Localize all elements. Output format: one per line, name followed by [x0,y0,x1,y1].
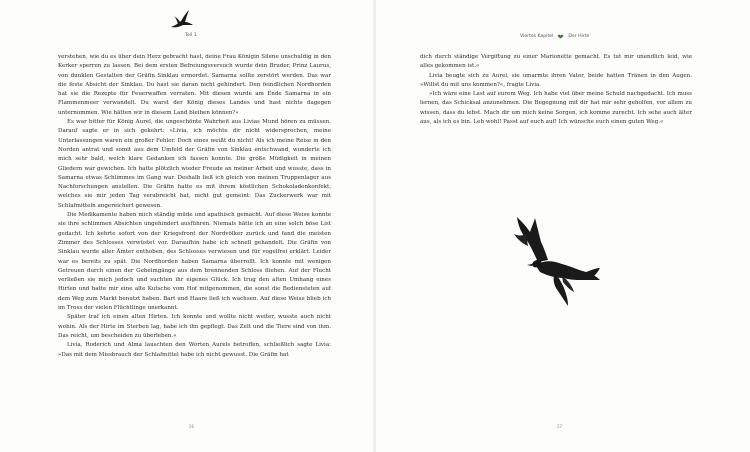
paragraph: Livia beugte sich zu Aurel, sie umarmte ihren Vater, beide hatten Tränen in den Augen. »Willst du mit uns kommen?«, fragte Livia. [420,72,692,88]
paragraph: Livia, Roderich und Alma lauschten den Worten Aurels betroffen, schließlich sagte Livia: »Das mit dem Missbrauch der Schlafmittel habe ich nicht gewusst. Die Gräfin hat [58,342,331,358]
right-page-text [420,53,692,127]
chapter-title: Der Hirte [568,33,590,39]
paragraph: Die Medikamente haben mich ständig müde und apathisch gemacht. Auf diese Weise konnte sie ihre schlimmen Absichten ungehindert ausführen. Niemals hätte ich an eine solch böse List gedacht. Ich kehrte sofort von der Kriegsfront der Nordvölker zurück und fand die meisten Zimmer des Schlosses verwüstet vor. Daraufhin habe ich schnell gehandelt. Die Gräfin von Sinklau wurde aller Ämter enthoben, des Schlosses verwiesen und für vogelfrei erklärt. Leider war es bereits zu spät. Die Nordhorden haben Samarna überrollt. Ich konnte mit wenigen Getreuen durch einen der Geheimgänge aus dem brennenden Schloss fliehen. Auf der Flucht verließen sie mich jedoch und suchten ihr eigenes Glück. Ich trug den alten Umhang eines Hirten und hatte mir eine alte Kutsche vom Hof mitgenommen, die sonst die Bediensteten auf dem Weg zum Markt benutzt haben. Bart und Haare ließ ich wachsen. Auf diese Weise blieb ich im Tross der vielen Flüchtlinge unerkannt. [58,212,331,312]
chapter-bird-icon [557,33,564,39]
crow-illustration-icon [508,214,602,306]
page-number-left: 26 [189,424,195,429]
left-page-text [58,53,331,360]
page-number-right: 27 [557,424,563,429]
running-head-right [520,33,589,39]
paragraph: »Ich wäre eine Last auf eurem Weg. Ich habe viel über meine Schuld nachgedacht. Ich muss lernen, das Schicksal anzunehmen. Die Begegnung mit dir hat mir sehr geholfen, vor allem zu wissen, dass du lebst. Mach dir um mich keine Sorgen, ich komme zurecht. Ich sehe auch älter aus, als ich es bin. Leb wohl! Passt auf euch auf! Ich wünsche euch einen guten Weg.« [420,91,692,126]
paragraph: verstehen, wie du es über dein Herz gebracht hast, deine Frau Königin Silene unschuldig in den Kerker sperren zu lassen. Bei dem ersten Befreiungsversuch wurde dein Bruder, Prinz Laurus, von dunklen Gestalten der Gräfin Sinklau ermordet. Samarna sollte zerstört werden. Das war die feste Absicht der Sinklau. Du hast sie daran nicht gehindert. Den feindlichen Nordhorden hat sie die Rezepte für Feuerwaffen verraten. Mit diesen wurde am Ende Samarna in ein Flammenmeer verwandelt. Du warst der König dieses Landes und hast nichts dagegen unternommen. Wie hätten wir in diesem Land bleiben können?« [58,54,331,116]
paragraph: Später traf ich einen alten Hirten. Ich konnte und wollte nicht weiter, wusste auch nicht wohin. Als der Hirte im Sterben lag, habe ich ihn gepflegt. Das Zelt und die Tiere sind von ihm. Das reicht, um bescheiden zu überleben.« [58,314,331,339]
running-head-left: Teil 1 [185,33,197,38]
chapter-label: Viertes Kapitel [520,33,554,39]
left-page [0,0,374,452]
flying-bird-icon [168,9,194,31]
paragraph: dich durch ständige Vergiftung zu einer Marionette gemacht. Es tut mir unendlich leid, wie alles gekommen ist.« [420,54,692,70]
paragraph: Es war bitter für König Aurel, die ungeschönte Wahrheit aus Livias Mund hören zu müssen. Darauf sagte er in sich gekehrt: »Livia, ich möchte dir nicht widersprechen, meine Unterlassungen waren ein großer Fehler. Doch eines weißt du nicht! Als ich meine Reise in den Norden antrat und somit aus dem Umfeld der Gräfin von Sinklau entschwand, wunderte ich mich sehr bald, welch klare Gedanken ich fassen konnte. Die große Müdigkeit in meinen Gliedern war gewichen. Ich hatte plötzlich wieder Freude an meiner Arbeit und wusste, dass in Samarna etwas Schlimmes im Gang war. Deshalb ließ ich gleich von meinen Truppenlager aus Nachforschungen anstellen. Die Gräfin hatte es mit ihrem köstlichen Schokoladenkonfekt, welches sie mir jeden Tag verabreicht hat, nicht gut gemeint: Das Zuckerwerk war mit Schlafmitteln angereichert gewesen. [58,119,331,209]
